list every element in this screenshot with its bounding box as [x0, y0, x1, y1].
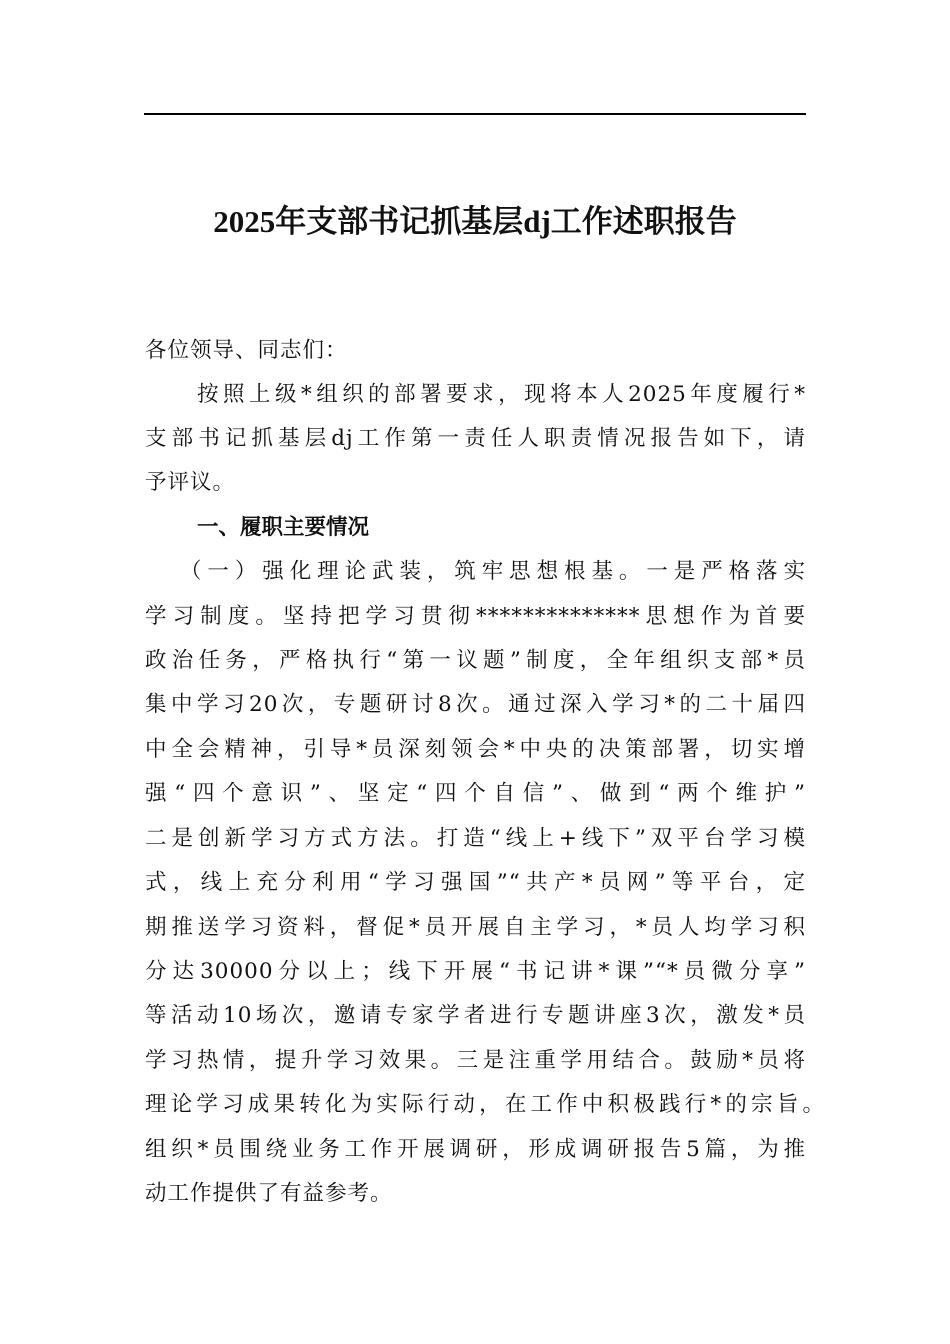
body-line: 理论学习成果转化为实际行动，在工作中积极践行*的宗旨。 [145, 1092, 825, 1117]
body-line: 强“四个意识”、坚定“四个自信”、做到“两个维护” [145, 781, 806, 806]
body-line: （一）强化理论武装，筑牢思想根基。一是严格落实 [180, 559, 806, 584]
body-line: 集中学习20次，专题研讨8次。通过深入学习*的二十届四 [145, 692, 806, 717]
body-line: 式，线上充分利用“学习强国”“共产*员网”等平台，定 [145, 870, 806, 895]
salutation: 各位领导、同志们： [145, 338, 348, 363]
body-line: 政治任务，严格执行“第一议题”制度，全年组织支部*员 [145, 648, 806, 673]
body-line: 期推送学习资料，督促*员开展自主学习，*员人均学习积 [145, 915, 806, 940]
body-line: 学习热情，提升学习效果。三是注重学用结合。鼓励*员将 [145, 1048, 806, 1073]
document-title: 2025年支部书记抓基层dj工作述职报告 [213, 204, 737, 239]
body-line: 动工作提供了有益参考。 [145, 1181, 393, 1206]
intro-line: 按照上级*组织的部署要求，现将本人2025年度履行* [197, 382, 806, 407]
intro-line: 支部书记抓基层dj工作第一责任人职责情况报告如下，请 [145, 426, 806, 451]
body-line: 二是创新学习方式方法。打造“线上+线下”双平台学习模 [145, 826, 806, 851]
header-rule [144, 113, 806, 115]
body-line: 学习制度。坚持把学习贯彻**************思想作为首要 [145, 604, 806, 629]
intro-line: 予评议。 [145, 470, 236, 495]
section-heading: 一、履职主要情况 [197, 515, 370, 540]
body-line: 分达30000分以上；线下开展“书记讲*课”“*员微分享” [145, 959, 806, 984]
body-line: 中全会精神，引导*员深刻领会*中央的决策部署，切实增 [145, 737, 806, 762]
body-line: 组织*员围绕业务工作开展调研，形成调研报告5篇，为推 [145, 1137, 806, 1162]
body-line: 等活动10场次，邀请专家学者进行专题讲座3次，激发*员 [145, 1003, 806, 1028]
